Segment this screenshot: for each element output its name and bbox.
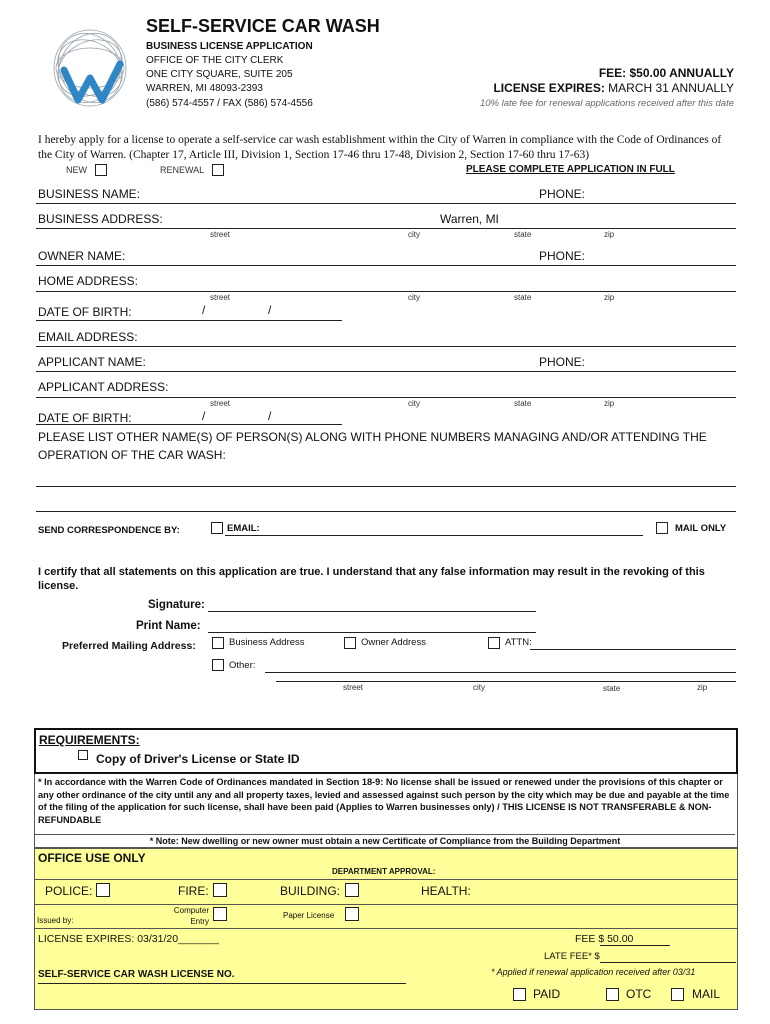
- dob-slash: /: [202, 409, 206, 423]
- fee-entry: FEE $ 50.00: [575, 933, 634, 945]
- attn-option: ATTN:: [505, 637, 532, 648]
- applicant-name-line[interactable]: [36, 371, 736, 372]
- business-name-line[interactable]: [36, 203, 736, 204]
- signature-line[interactable]: [208, 611, 536, 612]
- paper-license-checkbox[interactable]: [345, 907, 359, 921]
- renewal-checkbox[interactable]: [212, 164, 224, 176]
- dob-slash: /: [202, 303, 206, 317]
- drivers-license-item: Copy of Driver's License or State ID: [96, 752, 300, 766]
- state-caption: state: [603, 684, 621, 693]
- city-caption: city: [473, 683, 485, 692]
- late-fee-entry: LATE FEE* $: [544, 951, 600, 962]
- dept-divider: [35, 879, 737, 880]
- owner-dob-line[interactable]: [36, 320, 342, 321]
- ordinance-note: * In accordance with the Warren Code of Ordinances mandated in Section 18-9: No license shall be issued or renewed under the provisions of this chapter or any other ordinance of the city until any and all property taxes, levied and assessed against such person by the city which may be due and payable at the time of the filing of the application for such license, shall have been paid (Applies to Warren businesses only) / THIS LICENSE IS NOT TRANSFERABLE & NON-REFUNDABLE: [38, 777, 730, 825]
- owner-address-option: Owner Address: [361, 637, 426, 648]
- department-approval-label: DEPARTMENT APPROVAL:: [332, 867, 436, 876]
- license-expires-value: MARCH 31 ANNUALLY: [608, 81, 734, 95]
- license-number-label: SELF-SERVICE CAR WASH LICENSE NO.: [38, 969, 235, 980]
- issued-by-label: Issued by:: [37, 916, 74, 925]
- home-address-line[interactable]: [36, 291, 736, 292]
- business-name-label: BUSINESS NAME:: [38, 187, 141, 201]
- other-names-line-2[interactable]: [36, 511, 736, 512]
- dob-slash: /: [268, 303, 272, 317]
- street-caption: street: [343, 683, 364, 692]
- zip-caption: zip: [604, 399, 615, 408]
- street-caption: street: [210, 293, 231, 302]
- zip-caption: zip: [697, 683, 708, 692]
- license-expires: [493, 81, 734, 95]
- fire-label: FIRE:: [178, 884, 209, 898]
- certify-text: I certify that all statements on this application are true. I understand that any false information may result in the revoking of this license.: [38, 566, 705, 592]
- street-caption: street: [210, 399, 231, 408]
- owner-dob-label: DATE OF BIRTH:: [38, 305, 132, 319]
- attn-line[interactable]: [530, 649, 736, 650]
- state-caption: state: [514, 230, 532, 239]
- paid-label: PAID: [533, 987, 561, 1001]
- state-caption: state: [514, 293, 532, 302]
- drivers-license-checkbox[interactable]: [78, 750, 88, 760]
- applicant-address-label: APPLICANT ADDRESS:: [38, 380, 169, 394]
- otc-checkbox[interactable]: [606, 988, 619, 1001]
- fire-checkbox[interactable]: [213, 883, 227, 897]
- applicant-phone-label: PHONE:: [539, 355, 586, 369]
- print-name-line[interactable]: [208, 632, 536, 633]
- owner-name-label: OWNER NAME:: [38, 249, 126, 263]
- requirements-title: REQUIREMENTS:: [39, 733, 140, 747]
- office-use-title: OFFICE USE ONLY: [38, 851, 146, 865]
- correspondence-email-label: EMAIL:: [227, 523, 260, 534]
- other-line-1[interactable]: [265, 672, 736, 673]
- mail-only-checkbox[interactable]: [656, 522, 668, 534]
- state-caption: state: [514, 399, 532, 408]
- form-subtitle: BUSINESS LICENSE APPLICATION: [146, 41, 313, 52]
- street-caption: street: [210, 230, 231, 239]
- fee-text: FEE: $50.00 ANNUALLY: [598, 66, 734, 80]
- otc-label: OTC: [626, 987, 652, 1001]
- approval-divider: [35, 904, 737, 905]
- new-label: NEW: [66, 165, 87, 175]
- mail-checkbox[interactable]: [671, 988, 684, 1001]
- license-number-line[interactable]: [38, 983, 406, 984]
- police-checkbox[interactable]: [96, 883, 110, 897]
- correspondence-label: SEND CORRESPONDENCE BY:: [38, 525, 180, 536]
- late-fee-line[interactable]: [600, 962, 736, 963]
- ordinance-notes-box: [34, 774, 738, 848]
- other-names-line-1[interactable]: [36, 486, 736, 487]
- mail-only-label: MAIL ONLY: [675, 523, 727, 534]
- city-caption: city: [408, 399, 420, 408]
- owner-name-line[interactable]: [36, 265, 736, 266]
- office-use-section: [34, 848, 738, 1010]
- other-address-line[interactable]: [276, 681, 736, 682]
- city-caption: city: [408, 230, 420, 239]
- attn-checkbox[interactable]: [488, 637, 500, 649]
- business-city-value: Warren, MI: [440, 212, 499, 226]
- business-address-checkbox[interactable]: [212, 637, 224, 649]
- business-phone-label: PHONE:: [539, 187, 586, 201]
- business-address-option: Business Address: [229, 637, 305, 648]
- health-label: HEALTH:: [421, 884, 471, 898]
- applicant-dob-label: DATE OF BIRTH:: [38, 411, 132, 425]
- city-logo: [50, 24, 132, 112]
- office-phone: (586) 574-4557 / FAX (586) 574-4556: [146, 98, 313, 109]
- other-option: Other:: [229, 660, 256, 671]
- business-address-line[interactable]: [36, 228, 736, 229]
- email-address-label: EMAIL ADDRESS:: [38, 330, 138, 344]
- issued-divider: [35, 928, 737, 929]
- requirements-box: [34, 728, 738, 774]
- fee-line[interactable]: [600, 945, 670, 946]
- home-address-label: HOME ADDRESS:: [38, 274, 139, 288]
- preferred-mailing-label: Preferred Mailing Address:: [62, 640, 196, 652]
- paid-checkbox[interactable]: [513, 988, 526, 1001]
- paper-license-label: Paper License: [283, 911, 335, 920]
- computer-entry-label: Computer Entry: [173, 906, 209, 926]
- computer-entry-checkbox[interactable]: [213, 907, 227, 921]
- form-title: SELF-SERVICE CAR WASH: [146, 16, 380, 36]
- other-checkbox[interactable]: [212, 659, 224, 671]
- complete-note: PLEASE COMPLETE APPLICATION IN FULL: [466, 164, 675, 175]
- police-label: POLICE:: [45, 884, 93, 898]
- signature-label: Signature:: [148, 599, 205, 611]
- office-address-2: WARREN, MI 48093-2393: [146, 83, 263, 94]
- other-names-label: PLEASE LIST OTHER NAME(S) OF PERSON(S) ALONG WITH PHONE NUMBERS MANAGING AND/OR ATTENDING THE OPERATION OF THE CAR WASH:: [38, 430, 707, 462]
- office-address-1: ONE CITY SQUARE, SUITE 205: [146, 69, 293, 80]
- late-fee-note: 10% late fee for renewal applications received after this date: [479, 98, 734, 109]
- business-address-label: BUSINESS ADDRESS:: [38, 212, 163, 226]
- zip-caption: zip: [604, 293, 615, 302]
- license-expires-label: LICENSE EXPIRES:: [493, 81, 605, 95]
- renewal-label: RENEWAL: [160, 165, 205, 175]
- city-caption: city: [408, 293, 420, 302]
- zip-caption: zip: [604, 230, 615, 239]
- office-name: OFFICE OF THE CITY CLERK: [146, 55, 284, 66]
- applicant-address-line[interactable]: [36, 397, 736, 398]
- applicant-dob-line[interactable]: [36, 424, 342, 425]
- new-checkbox[interactable]: [95, 164, 107, 176]
- owner-phone-label: PHONE:: [539, 249, 586, 263]
- print-name-label: Print Name:: [136, 620, 201, 632]
- correspondence-email-line[interactable]: [225, 535, 643, 536]
- dob-slash: /: [268, 409, 272, 423]
- applicant-name-label: APPLICANT NAME:: [38, 355, 146, 369]
- license-expires-entry: LICENSE EXPIRES: 03/31/20_______: [38, 933, 219, 945]
- email-checkbox[interactable]: [211, 522, 223, 534]
- email-address-line[interactable]: [36, 346, 736, 347]
- building-label: BUILDING:: [280, 884, 341, 898]
- late-fee-note-office: * Applied if renewal application received after 03/31: [491, 967, 696, 977]
- owner-address-checkbox[interactable]: [344, 637, 356, 649]
- intro-text: I hereby apply for a license to operate a self-service car wash establishment within the City of Warren in compliance with the Code of Ordinances of the City of Warren. (Chapter 17, Article III, Division 1, Section 17-46 thru 17-48, Division 2, Section 17-60 thru 17-63): [38, 134, 722, 161]
- building-checkbox[interactable]: [345, 883, 359, 897]
- mail-label: MAIL: [692, 987, 721, 1001]
- dwelling-note: * Note: New dwelling or new owner must obtain a new Certificate of Compliance from the Building Department: [35, 834, 735, 846]
